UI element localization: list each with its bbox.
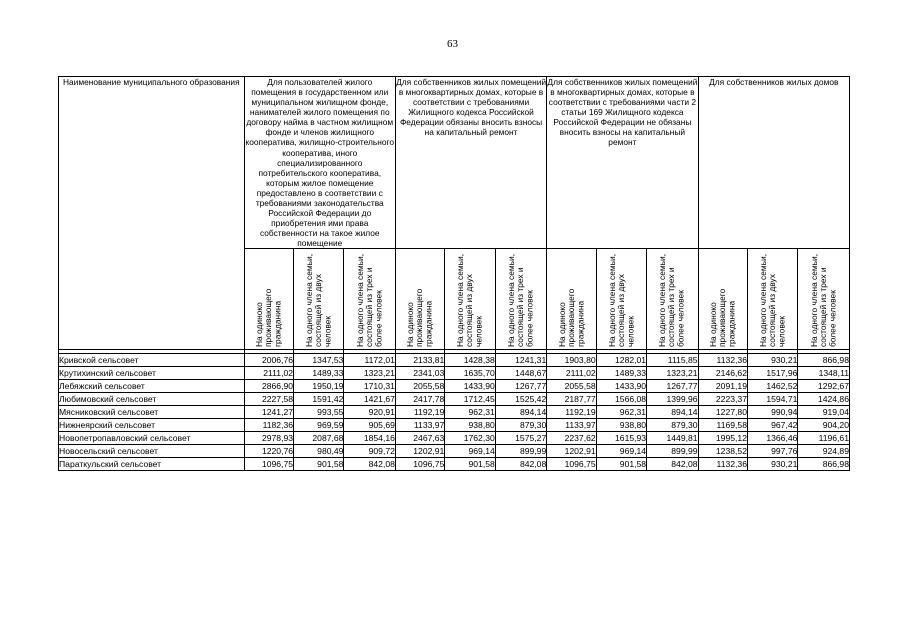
subheader-label: На одного члена семьи, состоящей из двух человек [455,254,484,348]
subheader-label: На одиноко проживающего гражданина [253,289,283,348]
rate-cell: 905,69 [344,419,395,432]
rate-cell: 2055,58 [395,380,444,393]
rate-cell: 1348,11 [798,367,850,380]
group-header-3: Для собственников жилых помещений в многоквартирных домах, которые в соответствии с требованиями части 2 статьи 169 Жилищного кодекса Российской Федерации не обязаны вносить взносы на капитальный ремонт [547,77,698,249]
table-row [59,458,850,471]
rate-cell: 919,04 [798,406,850,419]
rate-cell: 1517,96 [747,367,797,380]
rate-cell: 2146,62 [698,367,747,380]
subheader-g1-2 [294,249,344,350]
rate-cell: 894,14 [647,406,698,419]
rate-cell: 930,21 [747,458,797,471]
rate-cell: 2417,78 [395,393,444,406]
rate-cell: 1241,27 [244,406,293,419]
table-row [59,380,850,393]
rate-cell: 2006,76 [244,354,293,367]
rate-cell: 1202,91 [547,445,596,458]
rate-cell: 967,42 [747,419,797,432]
municipality-name: Параткульский сельсовет [59,458,245,471]
subheader-g2-1 [395,249,444,350]
rate-cell: 894,14 [495,406,546,419]
subheader-g3-3 [647,249,698,350]
rate-cell: 2866,90 [244,380,293,393]
subheader-label: На одного члена семьи, состоящей из трех и более человек [354,254,384,348]
subheader-label: На одного члена семьи, состоящей из двух человек [303,254,333,348]
rate-cell: 962,31 [596,406,646,419]
rate-cell: 866,98 [798,354,850,367]
rate-cell: 1347,53 [294,354,344,367]
subheader-g1-1 [244,249,293,350]
rate-cell: 1594,71 [747,393,797,406]
rate-cell: 1433,90 [596,380,646,393]
rate-cell: 909,72 [344,445,395,458]
table-row [59,393,850,406]
rate-cell: 1323,21 [344,367,395,380]
group-header-4: Для собственников жилых домов [698,77,849,249]
rate-cell: 901,58 [596,458,646,471]
rate-cell: 2237,62 [547,432,596,445]
rate-cell: 866,98 [798,458,850,471]
rate-cell: 879,30 [495,419,546,432]
subheader-g2-3 [495,249,546,350]
rate-cell: 1635,70 [445,367,495,380]
rate-cell: 842,08 [495,458,546,471]
municipality-name: Лебяжский сельсовет [59,380,245,393]
rate-cell: 1192,19 [547,406,596,419]
table-row [59,445,850,458]
municipality-name: Любимовский сельсовет [59,393,245,406]
rate-cell: 2055,58 [547,380,596,393]
rate-cell: 2111,02 [547,367,596,380]
group-header-2: Для собственников жилых помещений в многоквартирных домах, которые в соответствии с требованиями Жилищного кодекса Российской Федерации обязаны вносить взносы на капитальный ремонт [395,77,546,249]
rate-cell: 1449,81 [647,432,698,445]
rate-cell: 1399,96 [647,393,698,406]
rate-cell: 2223,37 [698,393,747,406]
rate-cell: 1421,67 [344,393,395,406]
rate-cell: 842,08 [344,458,395,471]
rate-cell: 1366,46 [747,432,797,445]
rate-cell: 1096,75 [244,458,293,471]
rate-cell: 1220,76 [244,445,293,458]
subheader-label: На одного члена семьи, состоящей из трех и более человек [506,254,535,348]
table-row [59,367,850,380]
rate-cell: 1096,75 [395,458,444,471]
municipality-name: Новосельский сельсовет [59,445,245,458]
rate-cell: 1424,86 [798,393,850,406]
rate-cell: 1462,52 [747,380,797,393]
rate-cell: 990,94 [747,406,797,419]
municipality-name-header: Наименование муниципального образования [59,77,245,350]
table-row [59,406,850,419]
rate-cell: 2087,68 [294,432,344,445]
rate-cell: 1267,77 [495,380,546,393]
utility-rates-table [58,76,850,471]
rate-cell: 901,58 [445,458,495,471]
rate-cell: 2111,02 [244,367,293,380]
rate-cell: 1202,91 [395,445,444,458]
table-row [59,419,850,432]
subheader-label: На одного члена семьи, состоящей из двух человек [757,254,787,348]
rate-cell: 1854,16 [344,432,395,445]
rate-cell: 1428,38 [445,354,495,367]
rate-cell: 1710,31 [344,380,395,393]
rate-cell: 1115,85 [647,354,698,367]
rate-cell: 2467,63 [395,432,444,445]
subheader-g2-2 [445,249,495,350]
rate-cell: 1267,77 [647,380,698,393]
rate-cell: 1169,58 [698,419,747,432]
table-row [59,354,850,367]
rate-cell: 899,99 [647,445,698,458]
rate-cell: 1448,67 [495,367,546,380]
rate-cell: 1489,33 [596,367,646,380]
rate-cell: 2341,03 [395,367,444,380]
municipality-name: Кривской сельсовет [59,354,245,367]
rate-cell: 842,08 [647,458,698,471]
rate-cell: 1172,01 [344,354,395,367]
rate-cell: 1591,42 [294,393,344,406]
municipality-name: Крутихинский сельсовет [59,367,245,380]
subheader-label: На одиноко проживающего гражданина [405,289,434,348]
rate-cell: 930,21 [747,354,797,367]
rate-cell: 901,58 [294,458,344,471]
rate-cell: 2227,58 [244,393,293,406]
rate-cell: 2133,81 [395,354,444,367]
rate-cell: 1712,45 [445,393,495,406]
rate-cell: 2978,93 [244,432,293,445]
municipality-name: Мясниковский сельсовет [59,406,245,419]
rate-cell: 962,31 [445,406,495,419]
rate-cell: 993,55 [294,406,344,419]
subheader-g3-2 [596,249,646,350]
rate-cell: 1132,36 [698,458,747,471]
subheader-label: На одного члена семьи, состоящей из двух человек [606,254,635,348]
subheader-label: На одиноко проживающего гражданина [707,289,737,348]
rate-cell: 1241,31 [495,354,546,367]
rate-cell: 1995,12 [698,432,747,445]
subheader-g4-1 [698,249,747,350]
rate-cell: 1096,75 [547,458,596,471]
subheader-g1-3 [344,249,395,350]
rate-cell: 2091,19 [698,380,747,393]
rate-cell: 980,49 [294,445,344,458]
rate-cell: 2187,77 [547,393,596,406]
rate-cell: 1292,67 [798,380,850,393]
rate-cell: 1762,30 [445,432,495,445]
rate-cell: 969,14 [596,445,646,458]
subheader-label: На одного члена семьи, состоящей из трех и более человек [808,254,838,348]
rate-cell: 899,99 [495,445,546,458]
rate-cell: 1525,42 [495,393,546,406]
group-header-1: Для пользователей жилого помещения в государственном или муниципальном жилищном фонде, нанимателей жилого помещения по договору найма в частном жилищном фонде и членов жилищного кооператива, жилищно-строительного кооператива, иного специализированного потребительского кооператива, которым жилое помещение предоставлено в соответствии с требованиями законодательства Российской Федерации до приобретения ими права собственности на такое жилое помещение [245,77,395,249]
rate-cell: 1950,19 [294,380,344,393]
rate-cell: 879,30 [647,419,698,432]
rate-cell: 1196,61 [798,432,850,445]
rate-cell: 1182,36 [244,419,293,432]
rate-cell: 904,20 [798,419,850,432]
subheader-label: На одиноко проживающего гражданина [556,289,586,348]
subheader-g3-1 [547,249,596,350]
rate-cell: 969,59 [294,419,344,432]
rate-cell: 997,76 [747,445,797,458]
rate-cell: 1433,90 [445,380,495,393]
municipality-name: Новопетропавловский сельсовет [59,432,245,445]
subheader-label: На одного члена семьи, состоящей из трех и более человек [657,254,686,348]
table-row [59,432,850,445]
municipality-name: Нижнеярский сельсовет [59,419,245,432]
rate-cell: 938,80 [445,419,495,432]
rate-cell: 969,14 [445,445,495,458]
subheader-g4-2 [747,249,797,350]
rate-cell: 1133,97 [395,419,444,432]
rate-cell: 1133,97 [547,419,596,432]
rate-cell: 1227,80 [698,406,747,419]
rate-cell: 938,80 [596,419,646,432]
subheader-g4-3 [798,249,850,350]
rate-cell: 1132,36 [698,354,747,367]
rate-cell: 924,89 [798,445,850,458]
rate-cell: 1489,33 [294,367,344,380]
rate-cell: 1903,80 [547,354,596,367]
rate-cell: 1238,52 [698,445,747,458]
rate-cell: 1566,08 [596,393,646,406]
rate-cell: 1192,19 [395,406,444,419]
rate-cell: 1323,21 [647,367,698,380]
rate-cell: 1282,01 [596,354,646,367]
rate-cell: 920,91 [344,406,395,419]
group-header-row [59,77,850,249]
rate-cell: 1615,93 [596,432,646,445]
table-body [59,354,850,471]
page-number: 63 [447,38,458,50]
rate-cell: 1575,27 [495,432,546,445]
